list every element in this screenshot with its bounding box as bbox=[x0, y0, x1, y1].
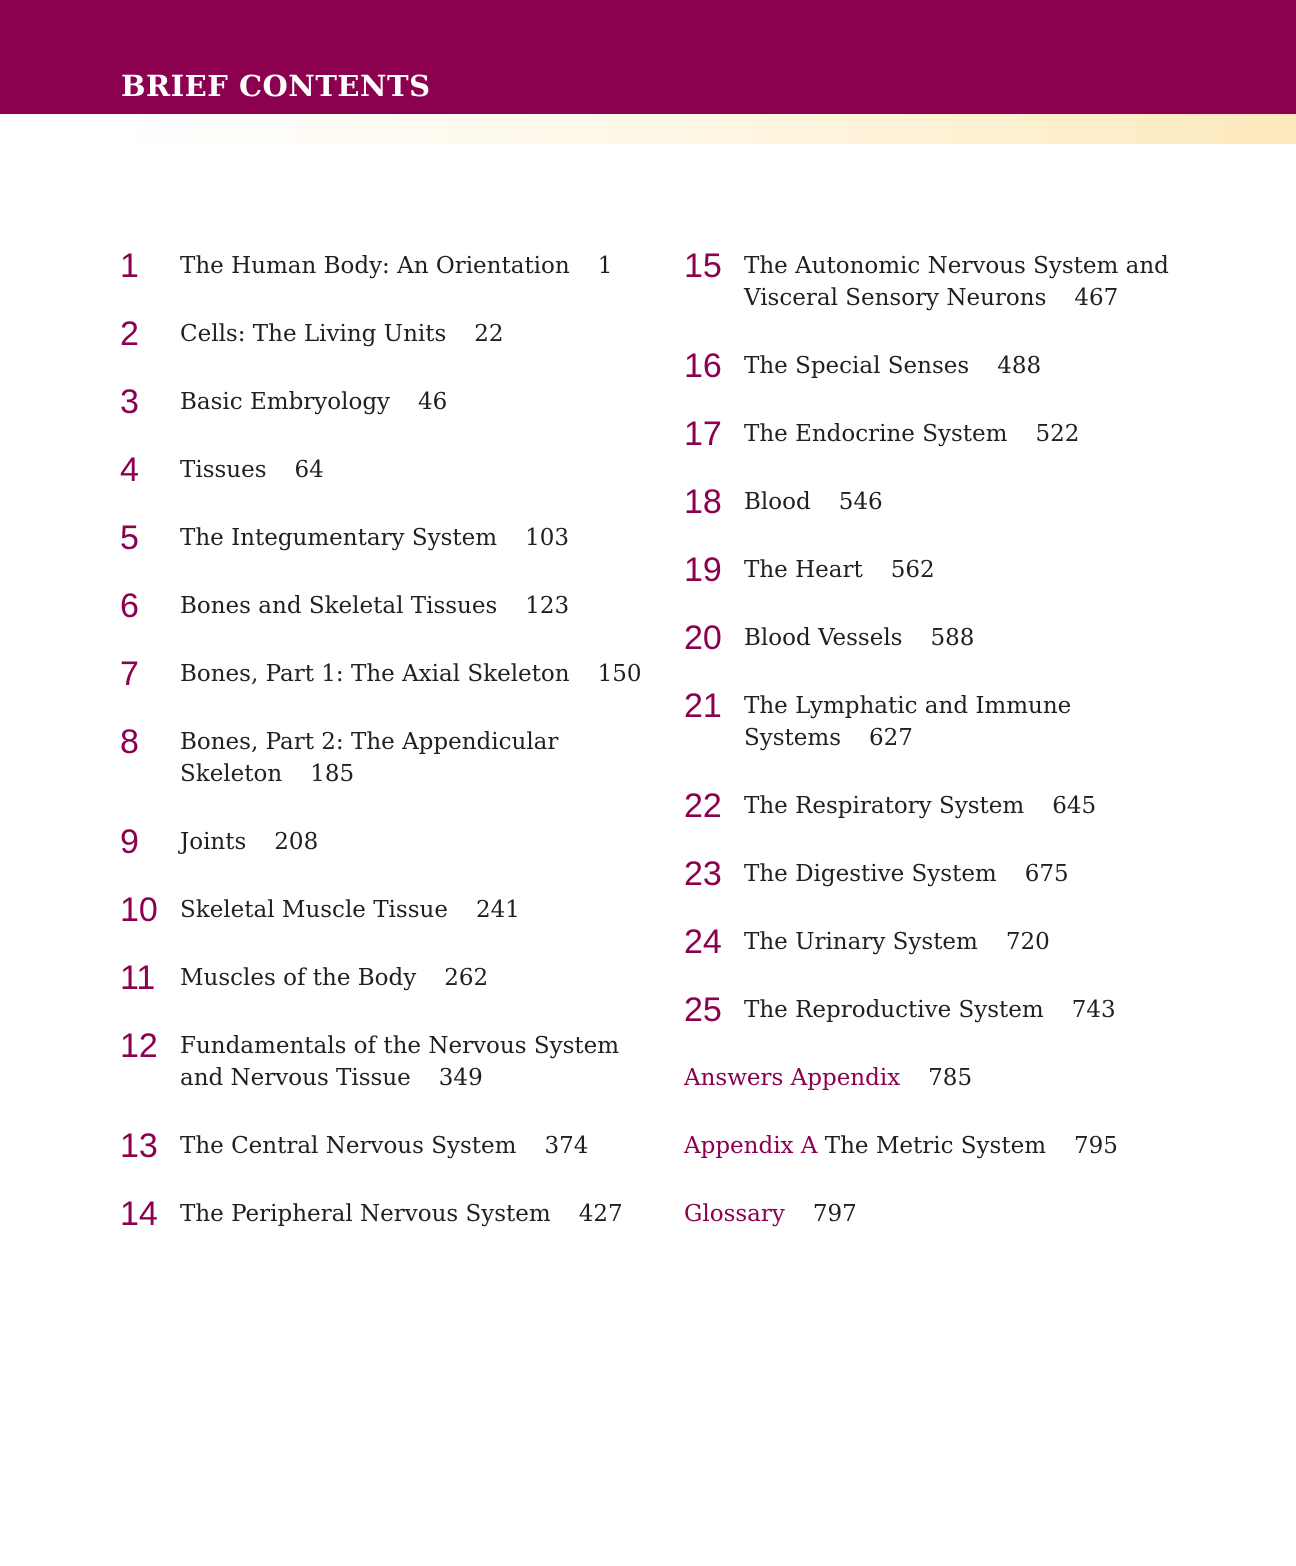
chapter-title-line-1: Basic Embryology bbox=[180, 389, 391, 415]
chapter-title bbox=[180, 454, 324, 486]
chapter-title bbox=[744, 994, 1116, 1026]
chapter-title bbox=[180, 894, 520, 926]
chapter-page-number: 588 bbox=[930, 625, 975, 651]
chapter-title-line-1: The Lymphatic and Immune bbox=[744, 693, 1072, 719]
chapter-title bbox=[180, 590, 569, 622]
header-gradient-band bbox=[110, 114, 1296, 144]
chapter-title bbox=[744, 554, 935, 586]
chapter-title bbox=[180, 726, 558, 758]
chapter-number: 24 bbox=[684, 923, 722, 961]
chapter-title bbox=[744, 926, 1050, 958]
chapter-title-line-2: Visceral Sensory Neurons bbox=[744, 285, 1047, 311]
chapter-title-line-1: The Respiratory System bbox=[744, 793, 1025, 819]
chapter-title-line-1: Blood Vessels bbox=[744, 625, 903, 651]
chapter-number: 17 bbox=[684, 415, 722, 453]
appendix-title bbox=[684, 1062, 972, 1094]
appendix-page-number: 797 bbox=[812, 1201, 857, 1227]
chapter-title-line-1: The Human Body: An Orientation bbox=[180, 253, 570, 279]
chapter-number: 5 bbox=[120, 519, 139, 557]
chapter-number: 1 bbox=[120, 247, 139, 285]
appendix-label: Appendix A bbox=[684, 1133, 818, 1159]
chapter-title-continued bbox=[744, 722, 913, 754]
chapter-title-line-1: Skeletal Muscle Tissue bbox=[180, 897, 448, 923]
chapter-page-number: 562 bbox=[890, 557, 935, 583]
chapter-number: 7 bbox=[120, 655, 139, 693]
chapter-page-number: 262 bbox=[444, 965, 489, 991]
chapter-title-line-1: Joints bbox=[180, 829, 247, 855]
appendix-label: Glossary bbox=[684, 1201, 785, 1227]
chapter-title-line-2: and Nervous Tissue bbox=[180, 1065, 411, 1091]
chapter-number: 10 bbox=[120, 891, 158, 929]
chapter-title-line-2: Systems bbox=[744, 725, 842, 751]
chapter-title bbox=[180, 318, 504, 350]
chapter-title bbox=[744, 250, 1169, 282]
chapter-page-number: 427 bbox=[578, 1201, 623, 1227]
chapter-page-number: 208 bbox=[274, 829, 319, 855]
chapter-title-line-1: The Central Nervous System bbox=[180, 1133, 517, 1159]
chapter-title bbox=[180, 386, 447, 418]
appendix-title bbox=[684, 1198, 857, 1230]
chapter-page-number: 349 bbox=[438, 1065, 483, 1091]
chapter-page-number: 22 bbox=[474, 321, 504, 347]
chapter-title-line-1: Bones and Skeletal Tissues bbox=[180, 593, 498, 619]
chapter-page-number: 467 bbox=[1074, 285, 1119, 311]
chapter-page-number: 185 bbox=[310, 761, 355, 787]
chapter-title bbox=[744, 622, 974, 654]
chapter-number: 9 bbox=[120, 823, 139, 861]
chapter-title bbox=[180, 658, 641, 690]
chapter-title-line-1: The Endocrine System bbox=[744, 421, 1008, 447]
chapter-page-number: 675 bbox=[1024, 861, 1069, 887]
chapter-title-line-1: The Autonomic Nervous System and bbox=[744, 253, 1169, 279]
chapter-number: 14 bbox=[120, 1195, 158, 1233]
chapter-title-line-1: The Urinary System bbox=[744, 929, 978, 955]
chapter-title bbox=[180, 522, 569, 554]
chapter-number: 6 bbox=[120, 587, 139, 625]
appendix-label: Answers Appendix bbox=[684, 1065, 901, 1091]
chapter-page-number: 374 bbox=[544, 1133, 589, 1159]
appendix-title bbox=[684, 1130, 1118, 1162]
appendix-page-number: 795 bbox=[1074, 1133, 1118, 1159]
chapter-title bbox=[180, 1130, 588, 1162]
chapter-title-continued bbox=[180, 758, 354, 790]
chapter-number: 15 bbox=[684, 247, 722, 285]
chapter-number: 20 bbox=[684, 619, 722, 657]
chapter-number: 4 bbox=[120, 451, 139, 489]
chapter-number: 19 bbox=[684, 551, 722, 589]
chapter-title-line-1: Muscles of the Body bbox=[180, 965, 417, 991]
appendix-page-number: 785 bbox=[928, 1065, 973, 1091]
chapter-number: 23 bbox=[684, 855, 722, 893]
chapter-title-line-1: The Integumentary System bbox=[180, 525, 498, 551]
chapter-title bbox=[744, 790, 1096, 822]
chapter-title bbox=[180, 1198, 623, 1230]
chapter-title-line-1: The Special Senses bbox=[744, 353, 970, 379]
page-title: BRIEF CONTENTS bbox=[121, 69, 431, 103]
chapter-page-number: 627 bbox=[869, 725, 913, 751]
chapter-title-continued bbox=[744, 282, 1118, 314]
chapter-title-line-1: Bones, Part 2: The Appendicular bbox=[180, 729, 559, 755]
chapter-page-number: 522 bbox=[1035, 421, 1080, 447]
chapter-title-line-1: The Digestive System bbox=[744, 861, 997, 887]
chapter-title bbox=[180, 1030, 619, 1062]
chapter-page-number: 241 bbox=[475, 897, 520, 923]
chapter-title-line-1: The Peripheral Nervous System bbox=[180, 1201, 551, 1227]
chapter-page-number: 488 bbox=[997, 353, 1042, 379]
chapter-title-line-1: Tissues bbox=[180, 457, 267, 483]
chapter-title-continued bbox=[180, 1062, 483, 1094]
chapter-number: 8 bbox=[120, 723, 139, 761]
chapter-title bbox=[744, 418, 1079, 450]
chapter-title-line-1: Fundamentals of the Nervous System bbox=[180, 1033, 620, 1059]
chapter-number: 3 bbox=[120, 383, 139, 421]
chapter-page-number: 150 bbox=[597, 661, 642, 687]
chapter-title bbox=[744, 350, 1041, 382]
chapter-number: 21 bbox=[684, 687, 722, 725]
chapter-title-line-1: Blood bbox=[744, 489, 811, 515]
chapter-title bbox=[744, 486, 883, 518]
chapter-number: 22 bbox=[684, 787, 722, 825]
appendix-subtitle: The Metric System bbox=[817, 1133, 1047, 1159]
chapter-page-number: 1 bbox=[597, 253, 613, 279]
chapter-title-line-2: Skeleton bbox=[180, 761, 283, 787]
chapter-number: 11 bbox=[120, 959, 156, 997]
chapter-title bbox=[180, 826, 318, 858]
chapter-title-line-1: The Heart bbox=[744, 557, 863, 583]
chapter-number: 25 bbox=[684, 991, 722, 1029]
chapter-page-number: 720 bbox=[1005, 929, 1050, 955]
chapter-page-number: 64 bbox=[294, 457, 324, 483]
chapter-title-line-1: The Reproductive System bbox=[744, 997, 1044, 1023]
chapter-page-number: 546 bbox=[838, 489, 883, 515]
chapter-number: 16 bbox=[684, 347, 722, 385]
chapter-title bbox=[180, 250, 612, 282]
chapter-title bbox=[180, 962, 488, 994]
chapter-title bbox=[744, 690, 1071, 722]
chapter-page-number: 743 bbox=[1071, 997, 1116, 1023]
chapter-page-number: 123 bbox=[525, 593, 570, 619]
chapter-number: 13 bbox=[120, 1127, 158, 1165]
chapter-page-number: 46 bbox=[418, 389, 448, 415]
chapter-number: 18 bbox=[684, 483, 722, 521]
chapter-page-number: 103 bbox=[525, 525, 569, 551]
chapter-title-line-1: Cells: The Living Units bbox=[180, 321, 447, 347]
chapter-page-number: 645 bbox=[1052, 793, 1097, 819]
chapter-title bbox=[744, 858, 1069, 890]
chapter-number: 2 bbox=[120, 315, 139, 353]
chapter-number: 12 bbox=[120, 1027, 158, 1065]
chapter-title-line-1: Bones, Part 1: The Axial Skeleton bbox=[180, 661, 570, 687]
